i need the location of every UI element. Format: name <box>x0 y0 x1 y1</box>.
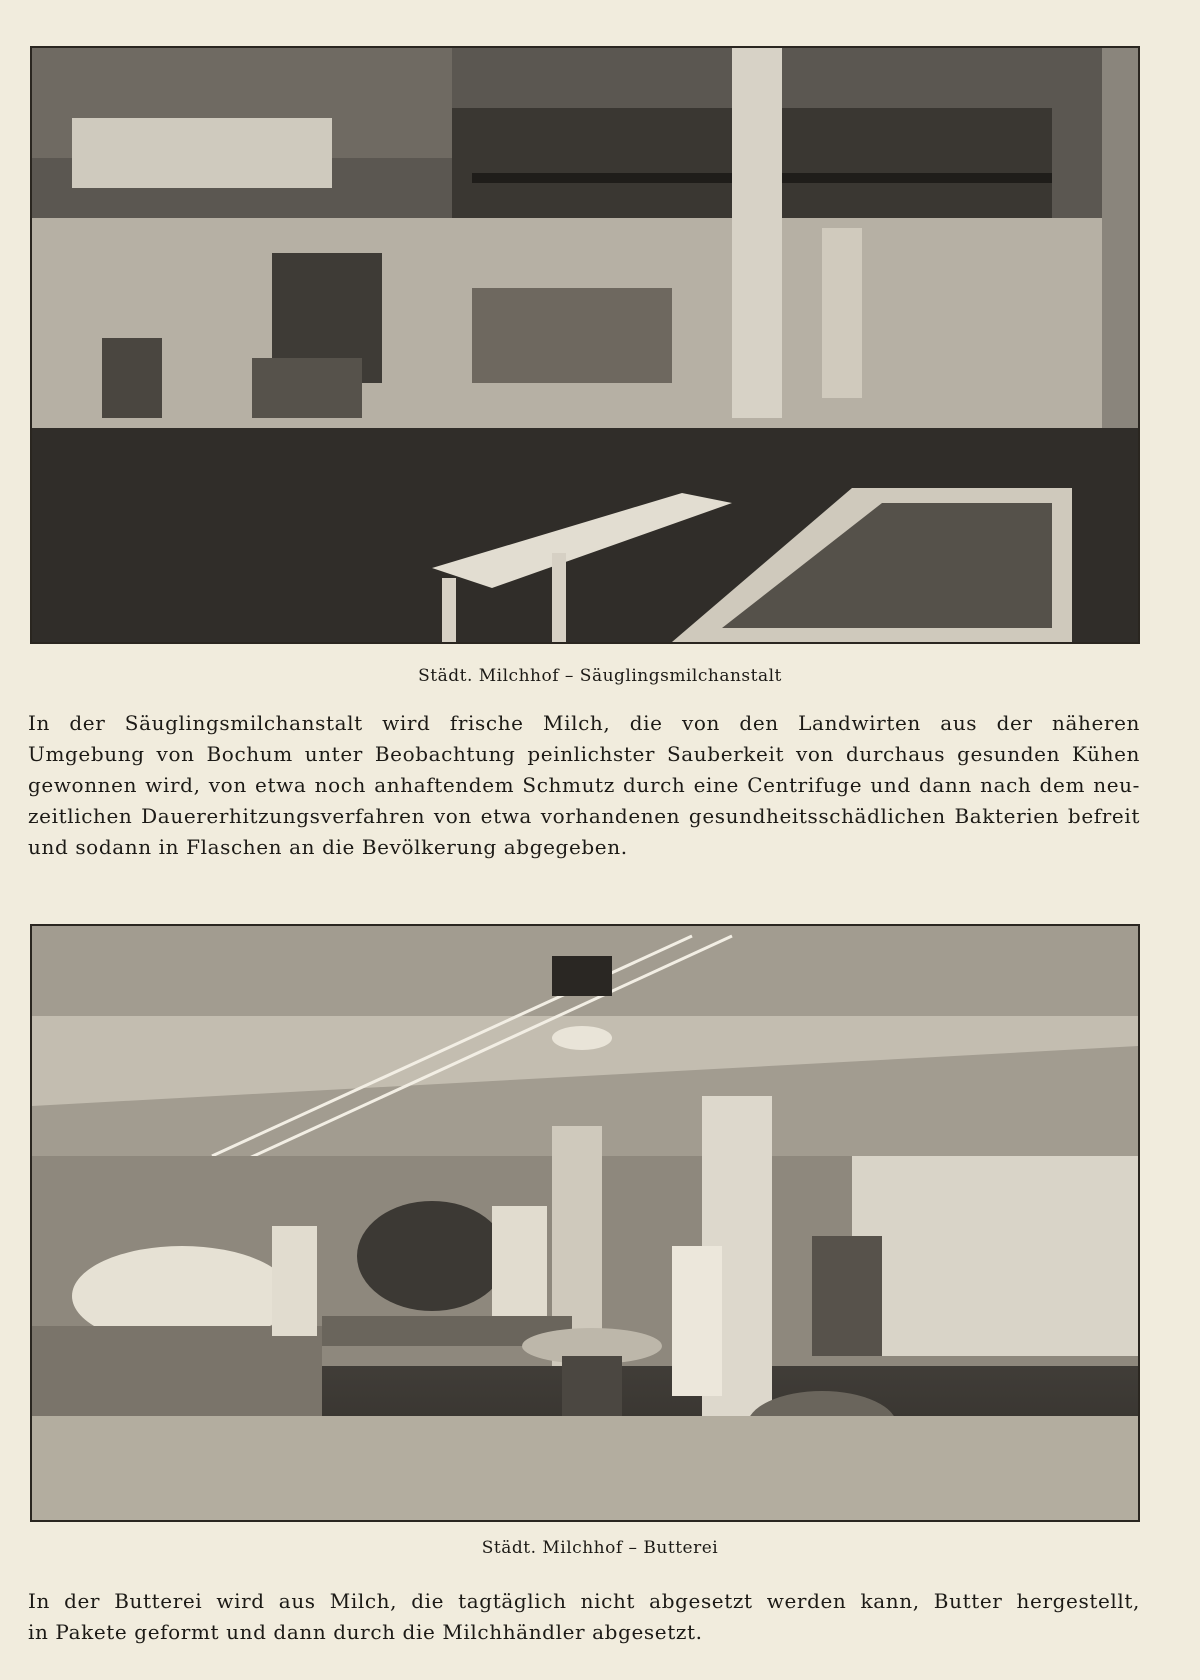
figure-1-caption: Städt. Milchhof – Säuglingsmilchanstalt <box>418 666 782 686</box>
photo-2-drawing <box>32 926 1138 1520</box>
paragraph-line: In der Säuglingsmilchanstalt wird frische Milch, die von den Landwirten aus der näheren <box>28 711 1140 735</box>
paragraph-line: In der Butterei wird aus Milch, die tagtäglich nicht abgesetzt werden kann, Butter hergestellt, <box>28 1589 1140 1613</box>
photo-1-drawing <box>32 48 1138 642</box>
paragraph-infant-milk <box>28 708 1140 863</box>
paragraph-line: Umgebung von Bochum unter Beobachtung peinlichster Sauberkeit von durchaus gesunden Kühen <box>28 742 1140 766</box>
photo-infant-milk-facility <box>30 46 1140 644</box>
paragraph-line: gewonnen wird, von etwa noch anhaftendem Schmutz durch eine Centrifuge und dann nach dem neu- <box>28 773 1140 797</box>
paragraph-line: in Pakete geformt und dann durch die Milchhändler abgesetzt. <box>28 1620 703 1644</box>
paragraph-line: und sodann in Flaschen an die Bevölkerung abgegeben. <box>28 835 628 859</box>
photo-butter-room <box>30 924 1140 1522</box>
paragraph-butter <box>28 1586 1140 1648</box>
paragraph-line: zeitlichen Dauererhitzungsverfahren von etwa vorhandenen gesundheitsschädlichen Bakterien befreit <box>28 804 1140 828</box>
figure-2-caption: Städt. Milchhof – Butterei <box>481 1538 719 1558</box>
